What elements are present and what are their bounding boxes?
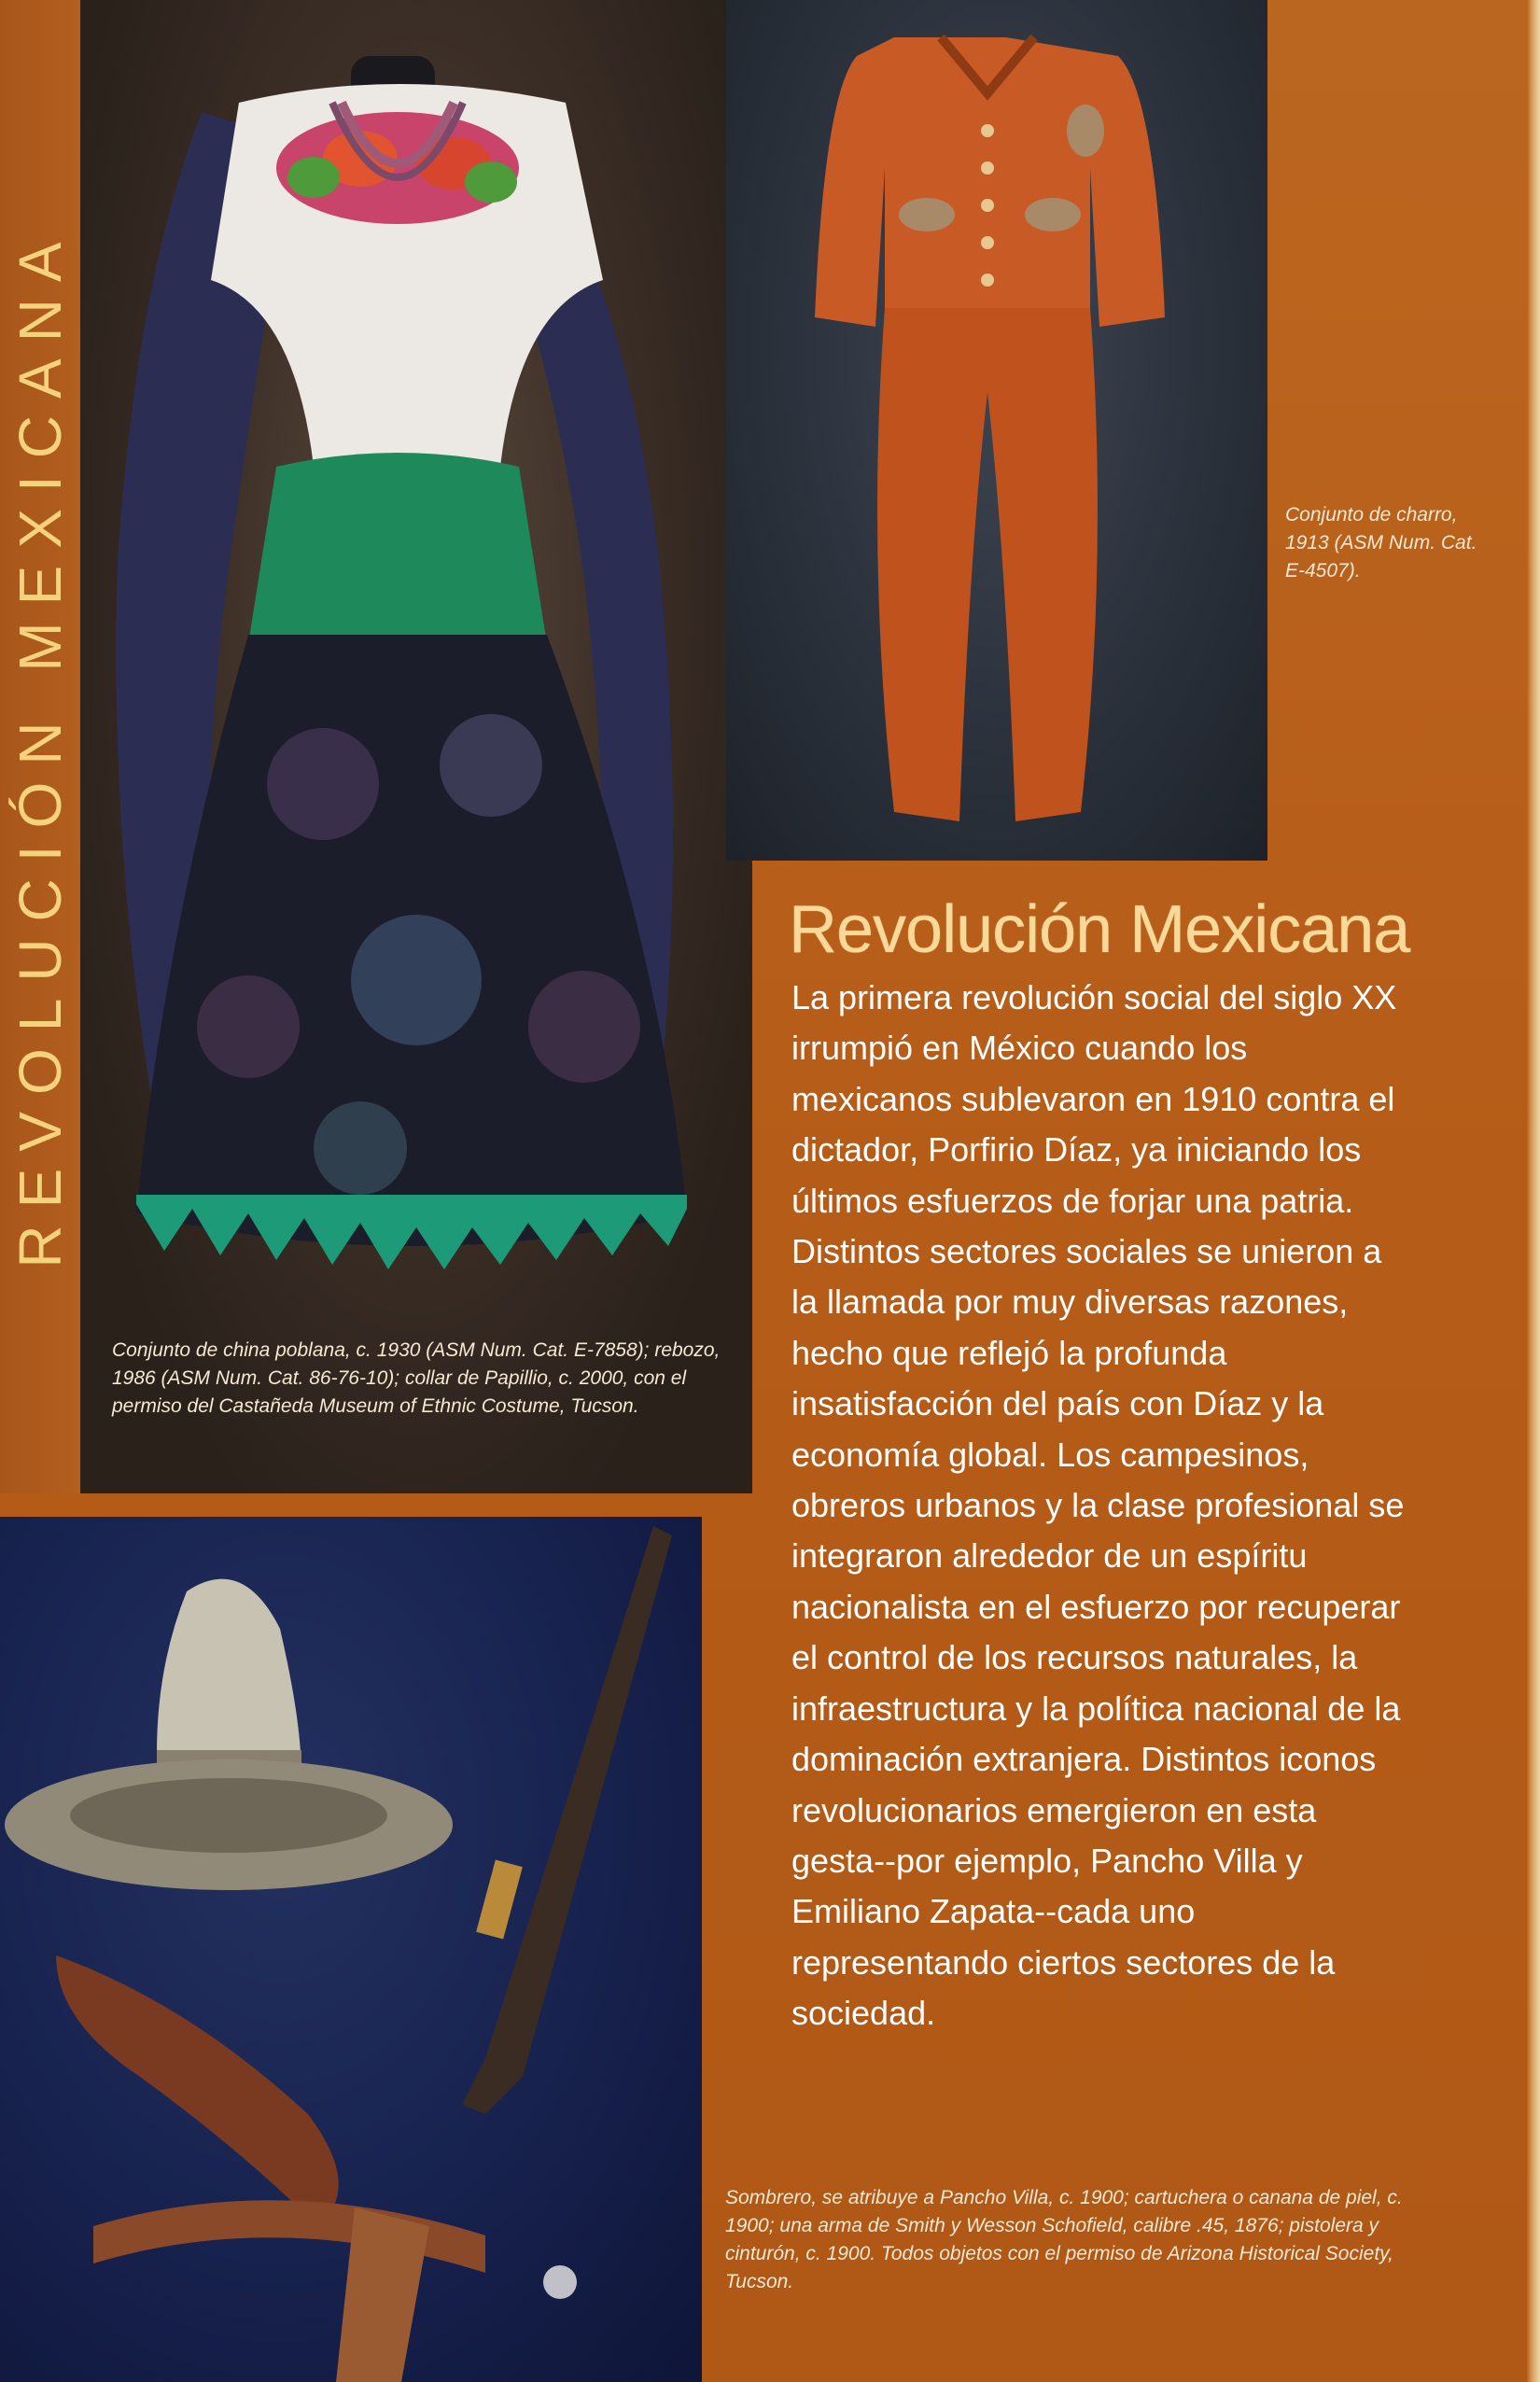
sombrero-illustration [0, 1517, 702, 2382]
page-edge [1527, 0, 1540, 2382]
page-heading: Revolución Mexicana [789, 892, 1410, 967]
body-paragraph: La primera revolución social del siglo XX irrumpió en México cuando los mexicanos sublevaron en 1910 contra el dictador, Porfirio Díaz, ya iniciando los últimos esfuerzos de forjar una patria. Distintos sectores sociales se unieron a la llamada por muy diversas razones, hecho que reflejó la profunda insatisfacción del país con Díaz y la economía global. Los campesinos, obreros urbanos y la clase profesional se integraron alrededor de un espíritu nacionalista en el esfuerzo por recuperar el control de los recursos naturales, la infraestructura y la política nacional de la dominación extranjera. Distintos iconos revolucionarios emergieron en esta gesta--por ejemplo, Pancho Villa y Emiliano Zapata--cada uno representando ciertos sectores de la sociedad. [791, 978, 1405, 2033]
charro-caption: Conjunto de charro, 1913 (ASM Num. Cat. E-4507). [1285, 504, 1477, 581]
dress-caption: Conjunto de china poblana, c. 1930 (ASM Num. Cat. E-7858); rebozo, 1986 (ASM Num. Cat. 86-76-10); collar de Papillio, c. 2000, con el permiso del Castañeda Museum of Ethnic Costume, Tucson. [112, 1339, 721, 1417]
section-title-vertical: REVOLUCIÓN MEXICANA [7, 225, 74, 1268]
charro-illustration [726, 0, 1267, 861]
sombrero-artifacts-photo [0, 1517, 702, 2382]
charro-suit-photo [726, 0, 1267, 861]
dress-illustration [80, 0, 752, 1493]
china-poblana-dress-photo [80, 0, 752, 1493]
sombrero-caption: Sombrero, se atribuye a Pancho Villa, c. 1900; cartuchera o canana de piel, c. 1900; una arma de Smith y Wesson Schofield, calibre .45, 1876; pistolera y cinturón, c. 1900. Todos objetos con el permiso de Arizona Historical Society, Tucson. [725, 2187, 1403, 2292]
